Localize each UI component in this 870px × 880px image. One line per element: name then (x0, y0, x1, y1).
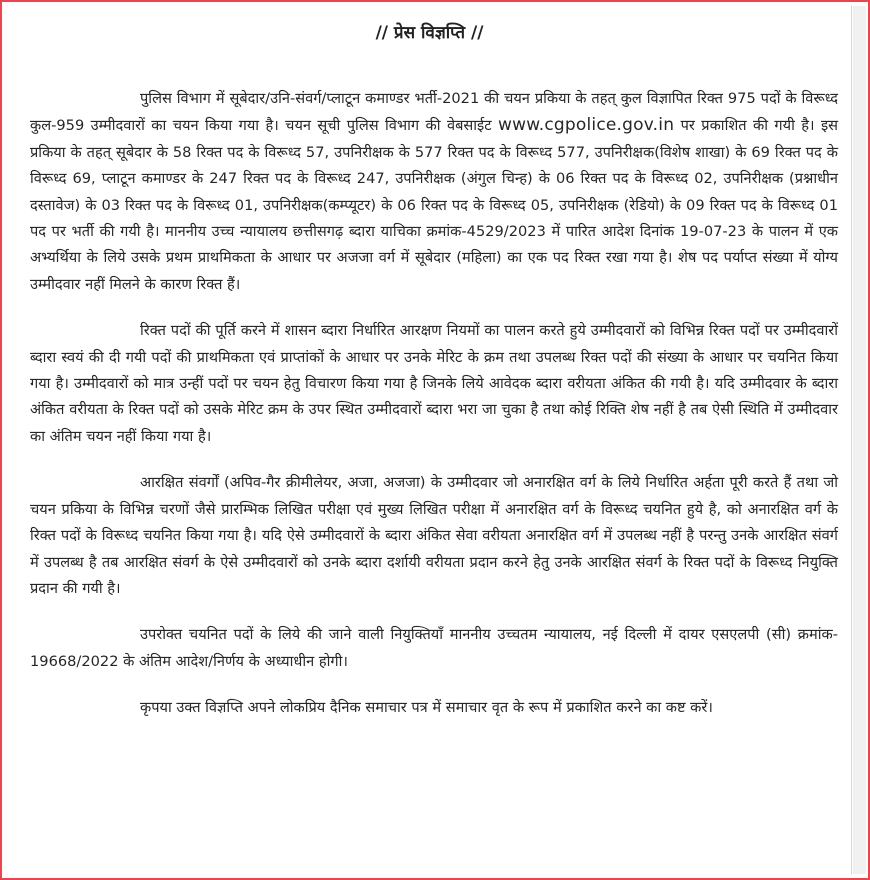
paragraph-1-text-a: पुलिस विभाग में सूबेदार/उनि-संवर्ग/प्लाटून कमाण्डर भर्ती-2021 की चयन प्रकिया के तहत् कुल विज्ञापित रिक्त 975 पदों के विरूध्द कुल-959 उम्मीदवारों का चयन किया गया है। चयन सूची पुलिस विभाग की वेबसाईट (30, 90, 838, 135)
paragraph-gap (30, 675, 838, 695)
paragraph-reserved-categories: आरक्षित संवर्गों (अपिव-गैर क्रीमीलेयर, अजा, अजजा) के उम्मीदवार जो अनारक्षित वर्ग के लिये निर्धारित अर्हता पूरी करते हैं तथा जो चयन प्रकिया के विभिन्न चरणों जैसे प्रारम्भिक लिखित परीक्षा एवं मुख्य लिखित परीक्षा में अनारक्षित वर्ग के विरूध्द चयनित हुये है, को अनारक्षित वर्ग के रिक्त पदों के विरूध्द चयनित किया गया है। यदि ऐसे उम्मीदवारों के ब्दारा अंकित सेवा वरीयता अनारक्षित वर्ग में उपलब्ध नहीं है परन्तु उनके आरक्षित संवर्ग में उपलब्ध है तब आरक्षित संवर्ग के ऐसे उम्मीदवारों को उनके ब्दारा दर्शायी वरीयता प्रदान करने हेतु उनके आरक्षित संवर्ग के रिक्त पदों के विरूध्द नियुक्ति प्रदान की गयी है। (30, 474, 838, 597)
document-page (8, 6, 852, 874)
paragraph-gap (30, 450, 838, 470)
paragraph-publish-request: कृपया उक्त विज्ञप्ति अपने लोकप्रिय दैनिक समाचार पत्र में समाचार वृत के रूप में प्रकाशित करने का कष्ट करें। (140, 699, 713, 717)
scroll-gutter (853, 6, 866, 874)
paragraph-supreme-court-note: उपरोक्त चयनित पदों के लिये की जाने वाली नियुक्तियॉं माननीय उच्चतम न्यायालय, नई दिल्ली में दायर एसएलपी (सी) क्रमांक- 19668/2022 के अंतिम आदेश/निर्णय के अध्याधीन होगी। (30, 626, 838, 670)
paragraph-reservation-rules: रिक्त पदों की पूर्ति करने में शासन ब्दारा निर्धारित आरक्षण नियमों का पालन करते हुये उम्मीदवारों को विभिन्न रिक्त पदों पर उम्मीदवारों ब्दारा स्वयं की दी गयी पदों की प्राथमिकता एवं प्राप्तांकों के आधार पर उनके मेरिट के क्रम तथा उपलब्ध रिक्त पदों की संख्या के आधार पर चयनित किया गया है। उम्मीदवारों को मात्र उन्हीं पदों पर चयन हेतु विचारण किया गया है जिनके लिये आवेदक ब्दारा वरीयता अंकित की गयी है। यदि उम्मीदवार के ब्दारा अंकित वरीयता के रिक्त पदों को उसके मेरिट क्रम के उपर स्थित उम्मीदवारों ब्दारा भरा जा चुका है तथा कोई रिक्ति शेष नहीं है तब ऐसी स्थिति में उम्मीदवार का अंतिम चयन नहीं किया गया है। (30, 322, 838, 445)
document-title: // प्रेस विज्ञप्ति // (375, 23, 484, 43)
paragraph-selection-summary (30, 86, 838, 298)
paragraph-gap (30, 602, 838, 622)
paragraph-gap (30, 298, 838, 318)
paragraph-1-text-b: पर प्रकाशित की गयी है। इस प्रकिया के तहत् सूबेदार के 58 रिक्त पद के विरूध्द 57, उपनिरीक्षक के 577 रिक्त पद के विरूध्द 577, उपनिरीक्षक(विशेष शाखा) के 69 रिक्त पद के विरूध्द 69, प्लाटून कमाण्डर के 247 रिक्त पद के विरूध्द 247, उपनिरीक्षक (अंगुल चिन्ह) के 06 रिक्त पद के विरूध्द 02, उपनिरीक्षक (प्रश्नाधीन दस्तावेज) के 03 रिक्त पद के विरूध्द 01, उपनिरीक्षक(कम्प्यूटर) के 06 रिक्त पद के विरूध्द 05, उपनिरीक्षक (रेडियो) के 09 रिक्त पद के विरूध्द 01 पद पर भर्ती की गयी है। माननीय उच्च न्यायालय छत्तीसगढ़ ब्दारा याचिका क्रमांक-4529/2023 में पारित आदेश दिनांक 19-07-23 के पालन में एक अभ्यर्थिया के लिये उसके प्रथम प्राथमिकता के आधार पर अजजा वर्ग में सूबेदार (महिला) का एक पद रिक्त रखा गया है। शेष पद पर्याप्त संख्या में योग्य उम्मीदवार नहीं मिलने के कारण रिक्त हैं। (30, 117, 839, 293)
website-url: www.cgpolice.gov.in (498, 115, 675, 136)
document-body (30, 86, 838, 722)
